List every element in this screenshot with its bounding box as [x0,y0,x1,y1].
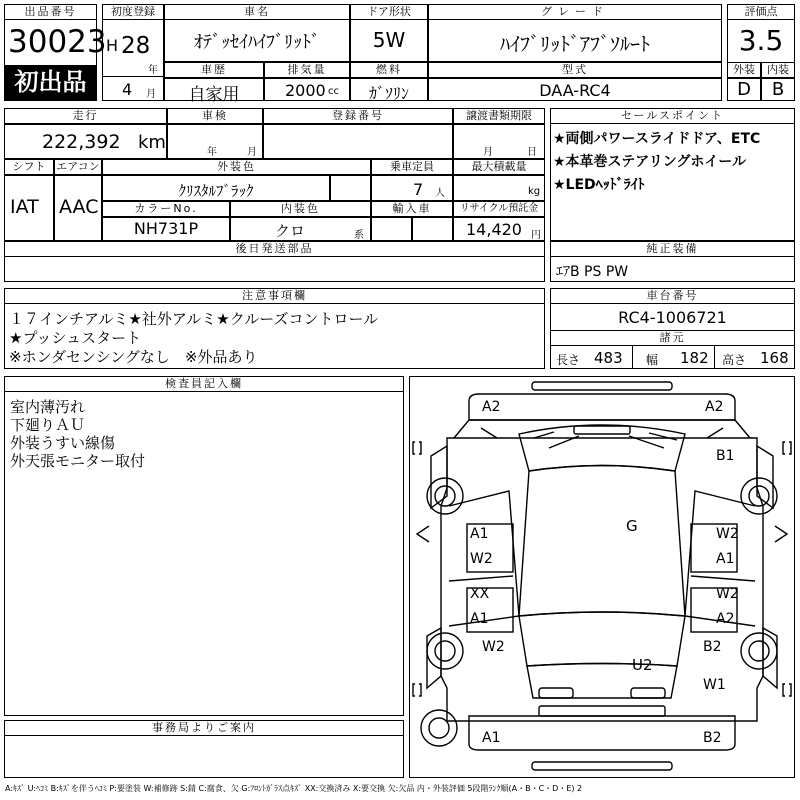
ext-color-label: 外装色 [102,159,371,175]
score-label: 評価点 [727,4,795,20]
door-label: ドア形状 [350,4,428,20]
damage-left-front-door: A1 [470,526,489,542]
recycle-unit: 円 [531,230,541,241]
inspection-label: 車検 [167,108,263,124]
sales-label: セールスポイント [550,108,795,124]
displacement-unit: cc [328,86,339,97]
damage-right-front-door: W2 [716,526,739,542]
lot-number: 30023 [8,24,107,60]
first-reg-label: 初度登録 [102,4,164,20]
car-name: ｵﾃﾞｯｾｲﾊｲﾌﾞﾘｯﾄﾞ [194,32,320,53]
length-label: 長さ [556,353,581,367]
mileage: 222,392 [42,131,121,153]
transfer-label: 譲渡書類期限 [453,108,545,124]
model: DAA-RC4 [539,81,611,100]
damage-right-front-door: A1 [716,551,735,567]
door-type: 5W [372,28,406,52]
inspector-label: 検査員記入欄 [4,376,404,392]
era: H [106,36,119,55]
spec-divider [714,346,715,369]
displacement-label: 排気量 [264,62,350,78]
transfer-month-unit: 月 [483,147,493,158]
damage-right-rear-corner: W1 [703,677,726,693]
notes-label: 注意事項欄 [4,288,545,304]
history: 自家用 [188,85,240,105]
import-cell-a [371,217,412,241]
inspector-line: 外天張モニター取付 [10,452,146,470]
mileage-unit: km [138,132,166,153]
damage-left-rear-fender: W2 [482,639,505,655]
maxload-label: 最大積載量 [453,159,545,175]
reg-year: 28 [121,33,151,59]
legend: A:ｷｽﾞ U:ﾍｺﾐ B:ｷｽﾞを伴うﾍｺﾐ P:要塗装 W:補修跡 S:錆 C:腐食、欠 G:ﾌﾛﾝﾄｶﾞﾗｽ点ｷｽﾞ XX:交換済み X:要交換 欠:欠品 内・外装評価 5段階ﾗﾝｸ順(A・B・C・D・E) 2 [5,784,583,793]
width: 182 [680,349,709,367]
ext-color-extra [330,175,371,201]
damage-hatch: U2 [632,656,653,674]
year-unit: 年 [148,65,158,76]
color-no: NH731P [133,219,199,238]
damage-front-right: A2 [705,399,724,415]
recycle-label: リサイクル預託金 [453,201,545,217]
equipment: ｴｱB PS PW [556,264,629,280]
ext-color: ｸﾘｽﾀﾙﾌﾞﾗｯｸ [178,182,254,200]
damage-roof: G [626,517,638,535]
shift: IAT [10,196,39,218]
spec-divider [632,346,633,369]
reg-month: 4 [122,80,133,99]
ext-grade: D [737,79,751,100]
chassis-number: RC4-1006721 [618,308,727,327]
length: 483 [594,349,623,367]
score-value: 3.5 [738,24,784,57]
damage-rear-left: A1 [482,730,501,746]
int-color-label: 内装色 [230,201,371,217]
damage-diagram [409,376,795,778]
damage-right-fender: B1 [716,448,735,464]
sales-point: ★両側パワースライドドア、ETC [553,131,761,147]
history-label: 車歴 [164,62,264,78]
chassis-label: 車台番号 [550,288,795,304]
regno-label: 登録番号 [263,108,453,124]
month-unit: 月 [146,89,156,100]
width-label: 幅 [646,353,659,367]
int-grade-label: 内装 [761,62,795,78]
insp-year-unit: 年 [207,147,217,158]
grade: ﾊｲﾌﾞﾘｯﾄﾞｱﾌﾞｿﾙｰﾄ [500,32,650,56]
damage-left-front-door: W2 [470,551,493,567]
colorno-label: カラーNo. [102,201,230,217]
ac: AAC [59,196,99,218]
height: 168 [760,349,789,367]
note-line: ※ホンダセンシングなし ※外品あり [9,348,258,366]
model-label: 型式 [428,62,722,78]
int-grade: B [771,79,785,100]
load-unit: kg [528,186,541,197]
grade-label: グレード [428,4,722,20]
insp-month-unit: 月 [247,147,257,158]
later-label: 後日発送部品 [4,241,545,257]
office-label: 事務局よりご案内 [4,720,404,736]
inspector-line: 室内薄汚れ [10,398,86,416]
specs-label: 諸元 [550,330,795,346]
inspector-line: 外装うすい線傷 [10,434,116,452]
damage-right-rear-fender: B2 [703,639,722,655]
inspector-line: 下廻りＡＵ [10,416,86,434]
first-listing-badge: 初出品 [5,65,96,100]
car-name-label: 車名 [164,4,350,20]
damage-left-rear-door: A1 [470,611,489,627]
damage-front-left: A2 [482,399,501,415]
displacement: 2000 [285,81,326,100]
int-color: クロ [274,222,305,240]
mileage-label: 走行 [4,108,167,124]
shift-label: シフト [4,159,54,175]
note-line: １７インチアルミ★社外アルミ★クルーズコントロール [9,310,379,328]
import-cell-b [412,217,453,241]
note-line: ★プッシュスタート [9,329,142,347]
sales-point: ★LEDﾍｯﾄﾞﾗｲﾄ [553,177,645,193]
capacity: 7 [413,180,424,199]
sales-point: ★本革巻ステアリングホイール [553,154,747,170]
fuel-label: 燃料 [350,62,428,78]
lot-label: 出品番号 [4,4,97,20]
capacity-unit: 人 [435,188,445,199]
height-label: 高さ [722,353,747,367]
int-color-suffix: 系 [354,230,364,241]
capacity-label: 乗車定員 [371,159,453,175]
fuel: ｶﾞｿﾘﾝ [368,84,409,103]
ac-label: エアコン [54,159,102,175]
recycle: 14,420 [466,220,522,239]
transfer-day-unit: 日 [527,147,537,158]
regno-cell [263,124,453,159]
damage-left-rear-door: XX [470,586,490,602]
equip-label: 純正装備 [550,241,795,257]
ext-grade-label: 外装 [727,62,761,78]
damage-right-rear-door: W2 [716,586,739,602]
damage-rear-right: B2 [703,730,722,746]
damage-right-rear-door: A2 [716,611,735,627]
import-label: 輸入車 [371,201,453,217]
